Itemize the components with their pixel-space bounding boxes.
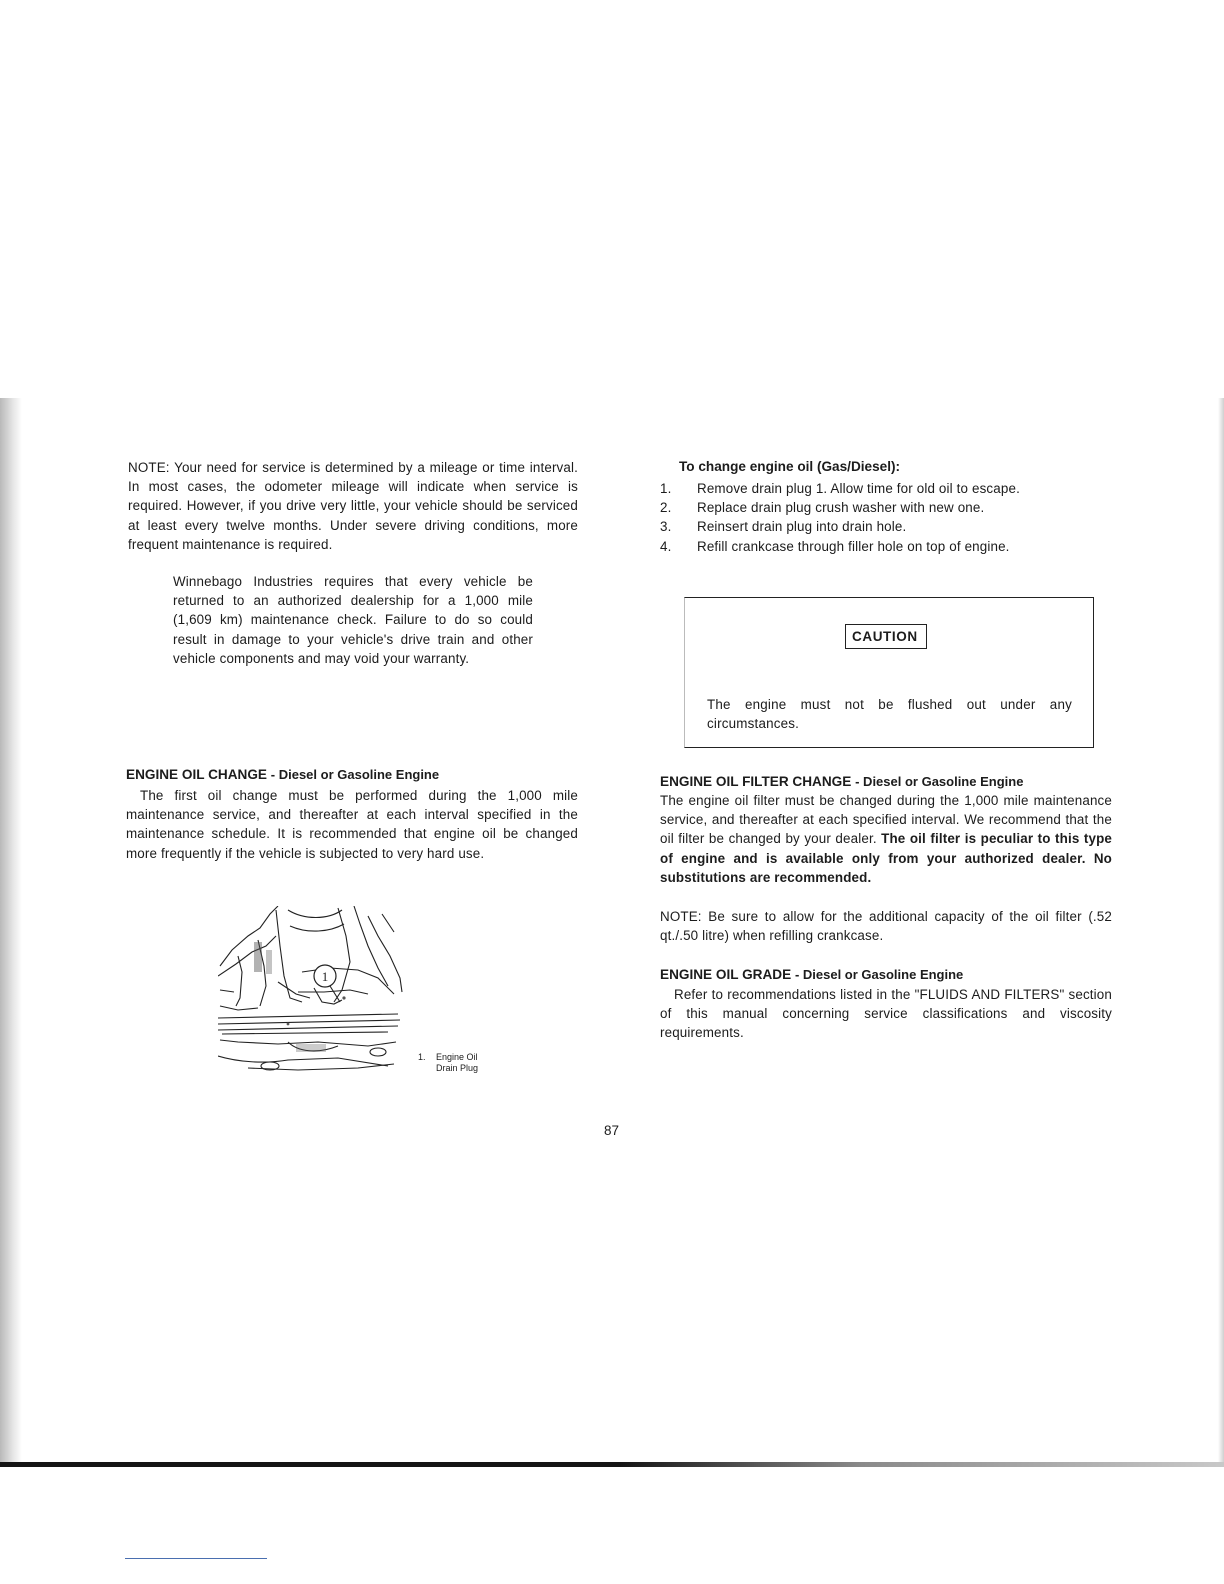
filter-change-text: The engine oil filter must be changed during the 1,000 mile maintenance service, and thereafter at each specified interval. We recommend that the oil filter be changed by your dealer. [660, 793, 1112, 847]
oil-change-heading-subtitle: - Diesel or Gasoline Engine [270, 767, 440, 782]
filter-change-heading [660, 773, 1110, 791]
service-interval-note: NOTE: Your need for service is determined by a mileage or time interval. In most cases, the odometer mileage will indicate when service is required. However, if you drive very little, your vehicle should be serviced at least every twelve months. Under severe driving conditions, more frequent maintenance is required. [128, 460, 578, 552]
callout-number: 1 [321, 969, 329, 984]
change-oil-heading: To change engine oil (Gas/Diesel): [679, 459, 901, 474]
oil-change-steps [660, 479, 1100, 556]
stray-scan-line [125, 1558, 267, 1559]
step-item: 1. Remove drain plug 1. Allow time for old oil to escape. [660, 481, 1020, 496]
dealer-maintenance-note: Winnebago Industries requires that every vehicle be returned to an authorized dealership for a 1,000 mile (1,609 km) maintenance check. Failure to do so could result in damage to your vehicle's drive train and other vehicle components and may void your warranty. [173, 574, 533, 666]
oil-change-heading-title: ENGINE OIL CHANGE [126, 767, 267, 782]
filter-change-body [660, 791, 1112, 887]
scan-shadow-left [0, 398, 22, 1466]
step-item: 3. Reinsert drain plug into drain hole. [660, 519, 907, 535]
figure-caption [418, 1052, 478, 1074]
oil-change-heading [126, 766, 586, 784]
caption-line-1: Engine Oil [436, 1052, 478, 1062]
scan-shadow-right [1218, 398, 1224, 1466]
caution-text: The engine must not be flushed out under any circumstances. [707, 697, 1072, 731]
filter-change-heading-subtitle: - Diesel or Gasoline Engine [855, 774, 1024, 789]
oil-change-body: The first oil change must be performed during the 1,000 mile maintenance service, and thereafter at each interval specified in the maintenance schedule. It is recommended that engine oil be changed more frequently if the vehicle is subjected to very hard use. [126, 788, 578, 861]
filter-capacity-note: NOTE: Be sure to allow for the additional capacity of the oil filter (.52 qt./.50 litre) when refilling crankcase. [660, 909, 1112, 944]
caution-label: CAUTION [845, 624, 927, 649]
caption-number: 1. [418, 1052, 426, 1062]
step-item: 2. Replace drain plug crush washer with new one. [660, 500, 985, 516]
oil-grade-heading-title: ENGINE OIL GRADE [660, 967, 792, 982]
page-number: 87 [604, 1123, 620, 1138]
filter-change-bold-text: The oil filter is peculiar to this type of engine and is available only from your authorized dealer. No substitutions are recommended. [660, 831, 1112, 885]
engine-drain-plug-illustration [218, 906, 404, 1078]
oil-grade-body: Refer to recommendations listed in the "FLUIDS AND FILTERS" section of this manual concerning service classifications and viscosity requirements. [660, 987, 1112, 1041]
oil-grade-heading [660, 966, 1110, 984]
step-item: 4. Refill crankcase through filler hole on top of engine. [660, 538, 1010, 554]
caption-line-2: Drain Plug [436, 1063, 479, 1073]
page-bottom-edge-fade [620, 1462, 1224, 1467]
filter-change-heading-title: ENGINE OIL FILTER CHANGE [660, 774, 852, 789]
caution-box [684, 597, 1094, 748]
oil-grade-heading-subtitle: - Diesel or Gasoline Engine [794, 967, 964, 982]
